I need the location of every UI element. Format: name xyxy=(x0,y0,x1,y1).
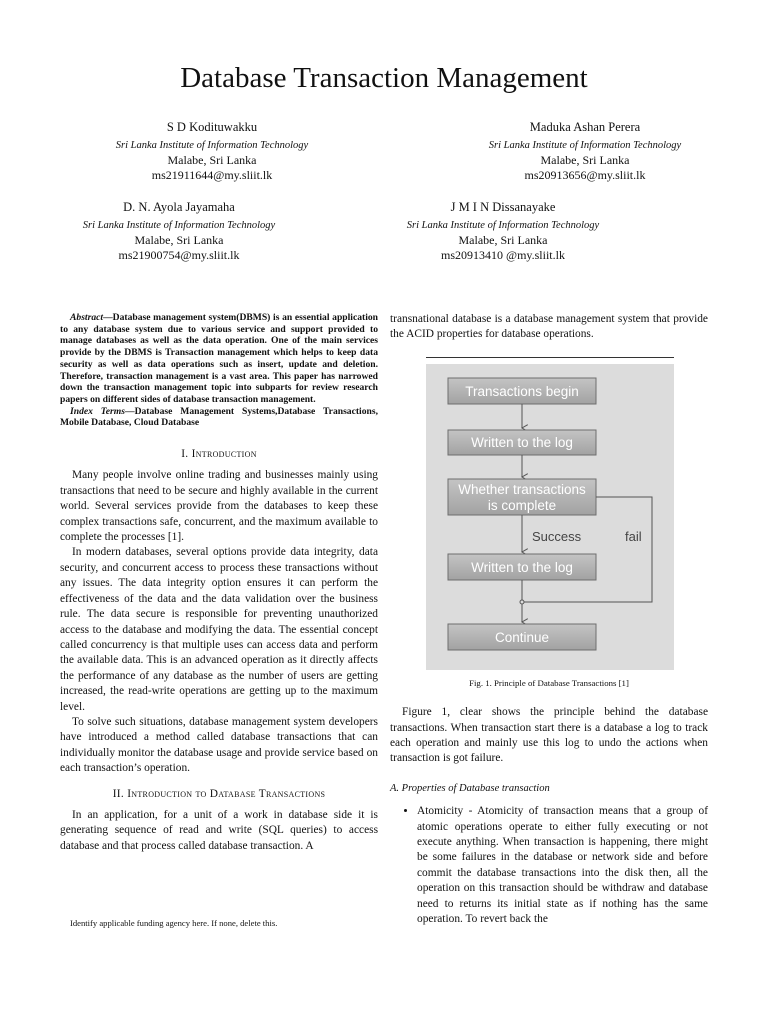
author-name: J M I N Dissanayake xyxy=(450,200,556,214)
step-label: Transactions begin xyxy=(465,383,579,399)
figure-caption: Fig. 1. Principle of Database Transactions [1] xyxy=(469,677,629,688)
author-email: ms20913410 @my.sliit.lk xyxy=(441,248,565,262)
author-email: ms21911644@my.sliit.lk xyxy=(151,168,273,182)
section-heading: I. Introduction xyxy=(181,448,257,461)
index-terms-text: —Database Management Systems,Database Transactions, Mobile Database, Cloud Database xyxy=(60,405,378,429)
paragraph: In an application, for a unit of a work in database side it is generating sequence of read and write (SQL queries) to access database and that process called database transaction. A xyxy=(60,808,378,852)
abstract-text: —Database management system(DBMS) is an essential application to any database system due to various service and support provided to manage databases as well as the data operation. One of the main services provide by the DBMS is Transaction management which helps to keep data security as well as data operations such as insert, update and deletion. Therefore, transaction management is a vast area. This paper has narrowed down the transaction management topic into subparts for review research papers on different sides of database transaction management. xyxy=(60,312,378,405)
right-column xyxy=(390,312,708,928)
author-email: ms21900754@my.sliit.lk xyxy=(118,248,240,262)
paragraph: Figure 1, clear shows the principle behind the database transactions. When transaction start there is a database a log to track each operation and mainly use this log to undo the actions when transaction is got failure. xyxy=(390,706,708,765)
paper-title: Database Transaction Management xyxy=(180,62,588,94)
author-name: S D Kodituwakku xyxy=(166,120,258,134)
left-column xyxy=(60,312,378,854)
author-affiliation: Sri Lanka Institute of Information Technology xyxy=(82,220,276,231)
author-name: Maduka Ashan Perera xyxy=(529,120,641,134)
abstract xyxy=(60,312,378,406)
author-location: Malabe, Sri Lanka xyxy=(458,233,548,247)
step-label: Written to the log xyxy=(471,559,573,575)
author-email: ms20913656@my.sliit.lk xyxy=(524,168,646,182)
author-location: Malabe, Sri Lanka xyxy=(167,153,257,167)
property-list xyxy=(390,804,708,927)
author-affiliation: Sri Lanka Institute of Information Technology xyxy=(115,140,309,151)
step-label: is complete xyxy=(487,497,557,513)
author-location: Malabe, Sri Lanka xyxy=(540,153,630,167)
paragraph: Many people involve online trading and businesses mainly using transactions that need to be secure and highly available in the current world. Several services provide from the databases to keep these complex transactions safe, concurrent, and the maximum available to complete the processes [1]. xyxy=(60,469,378,544)
fail-label: fail xyxy=(625,528,642,544)
footnote: Identify applicable funding agency here. If none, delete this. xyxy=(70,918,278,928)
author-location: Malabe, Sri Lanka xyxy=(134,233,224,247)
paragraph: In modern databases, several options provide data integrity, data security, and concurrent access to process these transactions without any issues. The data integrity option ensures it can perform the effectiveness of the data and the data validation over the business rule. The data secure is responsible for preventing unauthorized access to the database and modifying the data. The essential concept called concurrency is that multiple uses can access data and perform the available data. This is an advanced operation as it directly affects the performance of any database as the number of users are getting increased, the read-write operations are getting up to the maximum level. xyxy=(60,546,378,713)
transaction-flowchart xyxy=(426,364,674,670)
junction-node xyxy=(520,600,524,604)
author-block-3 xyxy=(9,200,349,263)
author-affiliation: Sri Lanka Institute of Information Technology xyxy=(488,140,682,151)
author-affiliation: Sri Lanka Institute of Information Technology xyxy=(406,220,600,231)
step-label: Continue xyxy=(494,629,550,645)
index-terms-label: Index Terms xyxy=(70,405,125,417)
abstract-label: Abstract xyxy=(70,312,104,323)
author-block-1 xyxy=(42,120,382,183)
paragraph: transnational database is a database management system that provide the ACID properties for database operations. xyxy=(390,313,708,341)
author-block-4 xyxy=(333,200,673,263)
subsection-heading: A. Properties of Database transaction xyxy=(390,782,550,794)
success-label: Success xyxy=(532,528,582,544)
paragraph: To solve such situations, database management system developers have introduced a method called database transactions that can individually monitor the database usage and provide service based on each transaction’s operation. xyxy=(60,715,378,775)
index-terms xyxy=(60,406,378,429)
step-label: Whether transactions xyxy=(458,481,586,497)
section-heading: II. Introduction to Database Transactions xyxy=(112,787,326,800)
step-label: Written to the log xyxy=(471,434,573,450)
author-name: D. N. Ayola Jayamaha xyxy=(123,200,235,214)
author-block-2 xyxy=(415,120,755,183)
figure-top-rule xyxy=(426,357,674,358)
list-item: • Atomicity - Atomicity of transaction means that a group of atomic operations operate to either fully executing or not execute anything. When transaction is happening, there might be some failures in the database or network side and before commit the database transactions into the disk then, all the operation on this transaction should be withdraw and database need to returns its initial state as if nothing has the same operation. To revert back the xyxy=(417,804,708,927)
